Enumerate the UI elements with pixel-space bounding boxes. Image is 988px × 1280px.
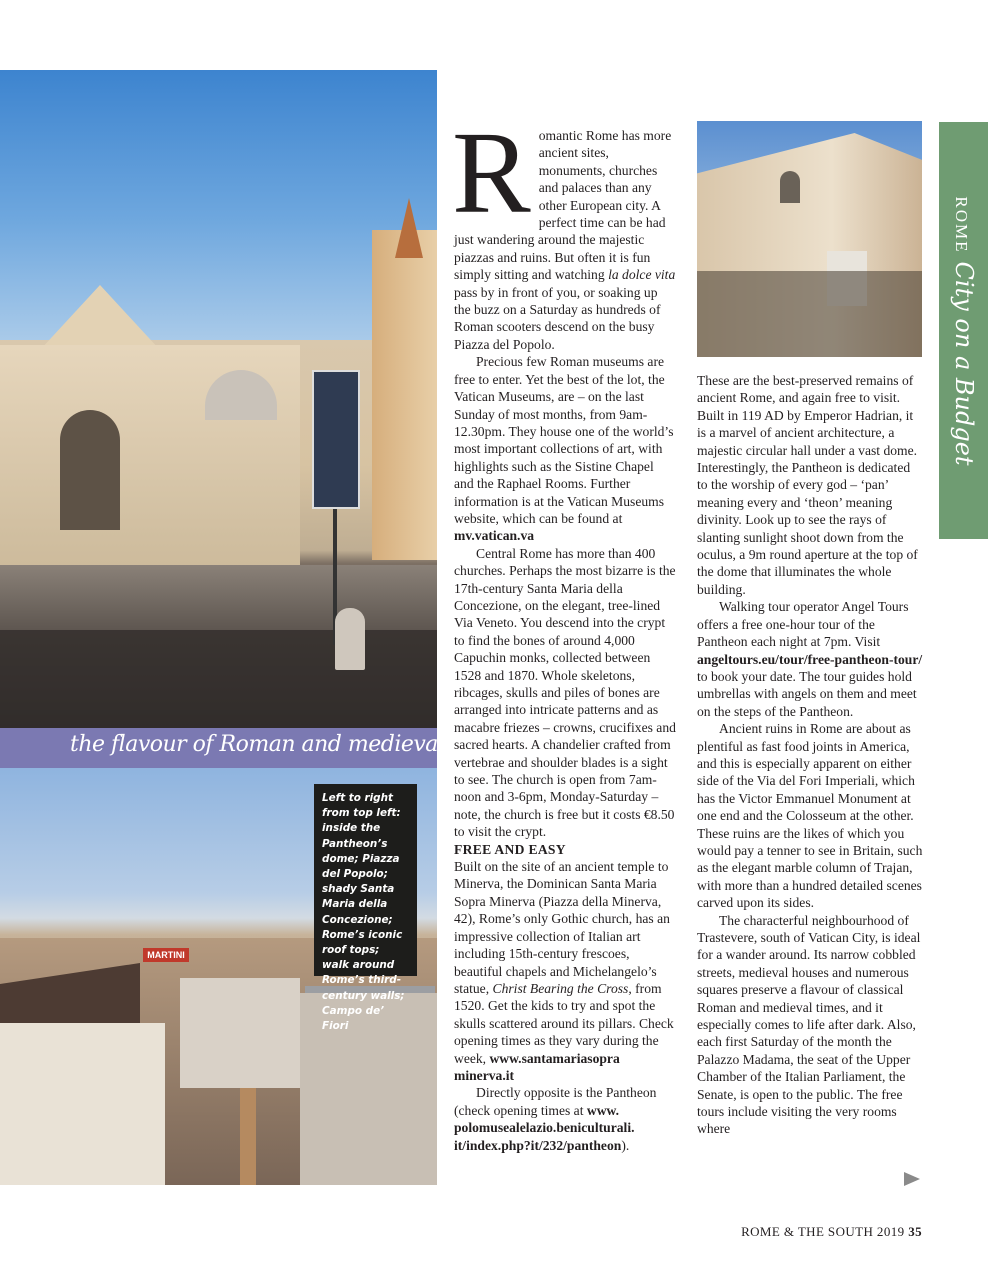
caption-band-text: the flavour of Roman and medieval times xyxy=(70,732,510,757)
text-run: to book your date. The tour guides hold umbrellas with angels on them and meet on the steps of the Pantheon. xyxy=(697,668,917,719)
side-tab-subtitle: City on a Budget xyxy=(949,261,978,466)
photo-street-sign xyxy=(312,370,360,509)
article-paragraph xyxy=(454,1084,676,1154)
photo-building xyxy=(0,1023,165,1185)
article-paragraph xyxy=(454,353,676,544)
article-column-2 xyxy=(697,372,923,1138)
photo-bollard xyxy=(335,608,365,670)
photo-shop-sign: MARTINI xyxy=(143,948,189,962)
photo-shade xyxy=(697,271,922,357)
text-run: Directly opposite is the Pantheon (check opening times at xyxy=(454,1085,657,1118)
text-emphasis: la dolce vita xyxy=(608,267,676,283)
web-address: angeltours.eu/tour/free-pantheon-tour/ xyxy=(697,651,923,667)
side-tab-text xyxy=(950,196,978,465)
article-paragraph: Central Rome has more than 400 churches. Perhaps the most bizarre is the 17th-century Santa Maria della Concezione, on the elegant, tree-lined Via Veneto. You descend into the crypt to find the bones of around 4,000 Capuchin monks, collected between 1528 and 1870. Whole skeletons, ribcages, skulls and piles of bones are arranged into intricate patterns and as macabre friezes – crowns, crucifixes and sacred hearts. A chandelier crafted from vertebrae and shoulder blades is a sight to see. The church is open from 7am-noon and 3-6pm, Monday-Saturday – note, the church is free but it costs €8.50 to visit the crypt. xyxy=(454,545,676,840)
side-tab-label: ROME xyxy=(951,195,971,254)
article-paragraph xyxy=(697,598,923,720)
article-column-1 xyxy=(452,107,676,1154)
web-address: www.santamariasopra minerva.it xyxy=(454,1050,620,1083)
section-heading: FREE AND EASY xyxy=(454,841,566,857)
text-run: Walking tour operator Angel Tours offers a free one-hour tour of the Pantheon each night at 7pm. Visit xyxy=(697,599,909,650)
web-address: mv.vatican.va xyxy=(454,528,535,544)
text-run: , from 1520. Get the kids to try and spot the skulls scattered around its pillars. Check opening times as they vary during the week, xyxy=(454,980,674,1066)
text-run: Built on the site of an ancient temple to Minerva, the Dominican Santa Maria Sopra Minerva (Piazza della Minerva, 42), Rome’s only Gothic church, has an impressive collection of Italian art including 15th-century frescoes, beautiful chapels and Michelangelo’s statue, xyxy=(454,859,670,996)
text-run: pass by in front of you, or soaking up the buzz on a Saturday as hundreds of Roman scooters descend on the busy Piazza del Popolo. xyxy=(454,284,661,352)
article-paragraph xyxy=(452,107,676,353)
footer-publication: ROME & THE SOUTH 2019 xyxy=(741,1224,905,1239)
photo-chimney xyxy=(240,1088,256,1185)
photo-bell-tower xyxy=(372,230,437,560)
article-paragraph: The characterful neighbourhood of Trastevere, south of Vatican City, is ideal for a wander around. Its narrow cobbled streets, medieval houses and numerous squares preserve a flavour of classical Roman and medieval times, and it especially comes to life after dark. Also, each first Saturday of the month the Palazzo Madama, the seat of the Upper Chamber of the Italian Parliament, the Senate, is open to the public. The free tours include visiting the very rooms where xyxy=(697,912,921,1137)
photo-shadow xyxy=(0,630,437,728)
photo-piazza-del-popolo xyxy=(0,70,437,728)
page-footer xyxy=(741,1224,922,1240)
section-side-tab xyxy=(939,122,988,539)
photo-caption-text: Left to right from top left: inside the Pantheon’s dome; Piazza del Popolo; shady Santa Maria della Concezione; Rome’s iconic roof tops; walk around Rome’s third-century walls; Campo de’ Fiori xyxy=(322,792,405,1033)
photo-caption-band xyxy=(0,728,510,768)
photo-caption-box xyxy=(314,784,417,1033)
photo-window xyxy=(780,171,800,203)
continue-arrow-icon xyxy=(904,1172,920,1186)
article-paragraph: These are the best-preserved remains of ancient Rome, and again free to visit. Built in 119 AD by Emperor Hadrian, it is a marvel of ancient architecture, a majestic circular hall under a vast dome. Interestingly, the Pantheon is dedicated to the worship of every god – ‘pan’ meaning every and ‘theon’ meaning divinity. Look up to see the rays of slanting sunlight shoot down from the oculus, a 9m round aperture at the top of the dome that illuminates the whole building. xyxy=(697,373,918,597)
photo-church-facade xyxy=(697,121,922,357)
article-paragraph: Ancient ruins in Rome are about as plentiful as fast food joints in America, and this is especially apparent on either side of the Via del Fori Imperiali, which has the Victor Emmanuel Monument at one end and the Colosseum at the other. These ruins are the likes of which you would pay a tenner to see in Britain, such as the elegant marble column of Trajan, with more than a hundred detailed scenes carved upon its sides. xyxy=(697,721,923,911)
drop-cap: R xyxy=(452,107,531,238)
text-run: Precious few Roman museums are free to enter. Yet the best of the lot, the Vatican Museums, are – on the last Sunday of most months, from 9am-12.30pm. They house one of the world’s most important collections of art, with highlights such as the Sistine Chapel and the Raphael Rooms. Further information is at the Vatican Museums website, which can be found at xyxy=(454,354,674,526)
photo-building xyxy=(180,978,300,1088)
photo-gate-arch xyxy=(60,410,120,530)
text-run: omantic Rome has more ancient sites, monuments, churches and palaces than any other European city. A perfect time can be had just wandering around the majestic piazzas and ruins. But often it is fun simply sitting and watching xyxy=(454,128,672,283)
web-address: www. polomusealelazio.beniculturali. it/index.php?it/232/pantheon xyxy=(454,1102,635,1153)
text-run: ). xyxy=(621,1137,630,1153)
page-number: 35 xyxy=(908,1224,922,1239)
text-emphasis: Christ Bearing the Cross xyxy=(492,980,629,996)
article-paragraph xyxy=(454,858,676,1084)
